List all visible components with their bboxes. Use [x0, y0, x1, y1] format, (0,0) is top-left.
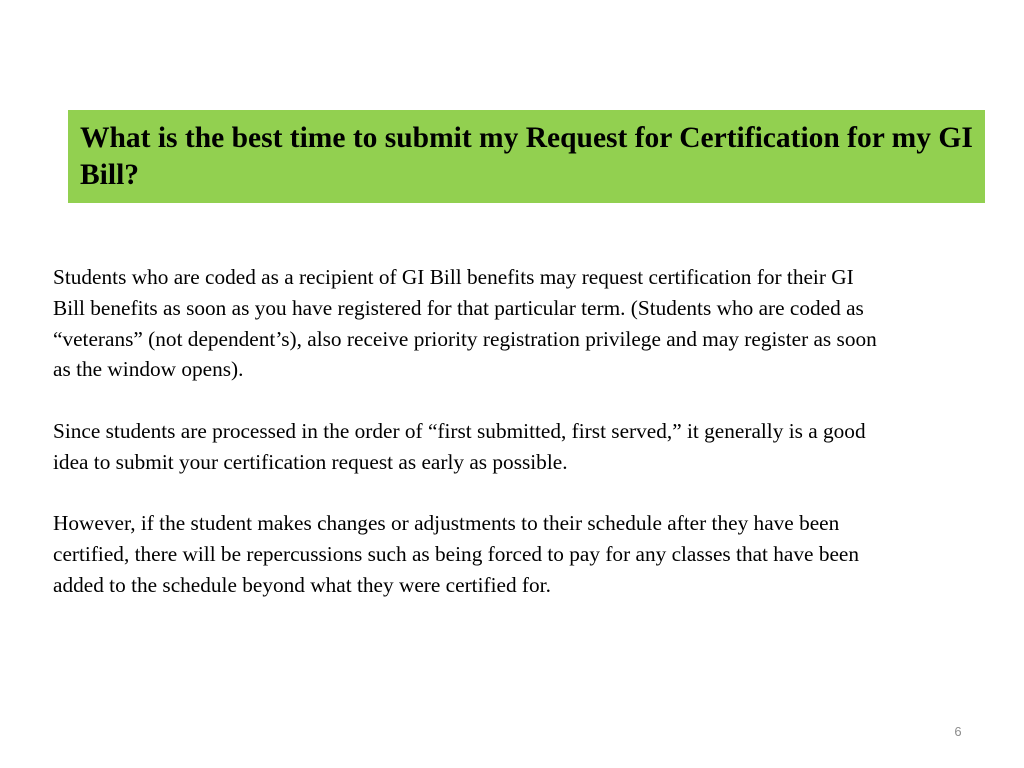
title-banner [68, 110, 985, 203]
page-number: 6 [954, 724, 962, 739]
slide-title: What is the best time to submit my Request for Certification for my GI Bill? [80, 122, 973, 191]
slide-body [53, 262, 883, 601]
paragraph-eligibility: Students who are coded as a recipient of GI Bill benefits may request certification for their GI Bill benefits as soon as you have registered for that particular term. (Students who are coded as “veterans” (not dependent’s), also receive priority registration privilege and may register as soon as the window opens). [53, 265, 877, 382]
paragraph-schedule-changes: However, if the student makes changes or adjustments to their schedule after they have been certified, there will be repercussions such as being forced to pay for any classes that have been added to the schedule beyond what they were certified for. [53, 511, 860, 597]
paragraph-processing-order: Since students are processed in the order of “first submitted, first served,” it generally is a good idea to submit your certification request as early as possible. [53, 418, 866, 474]
